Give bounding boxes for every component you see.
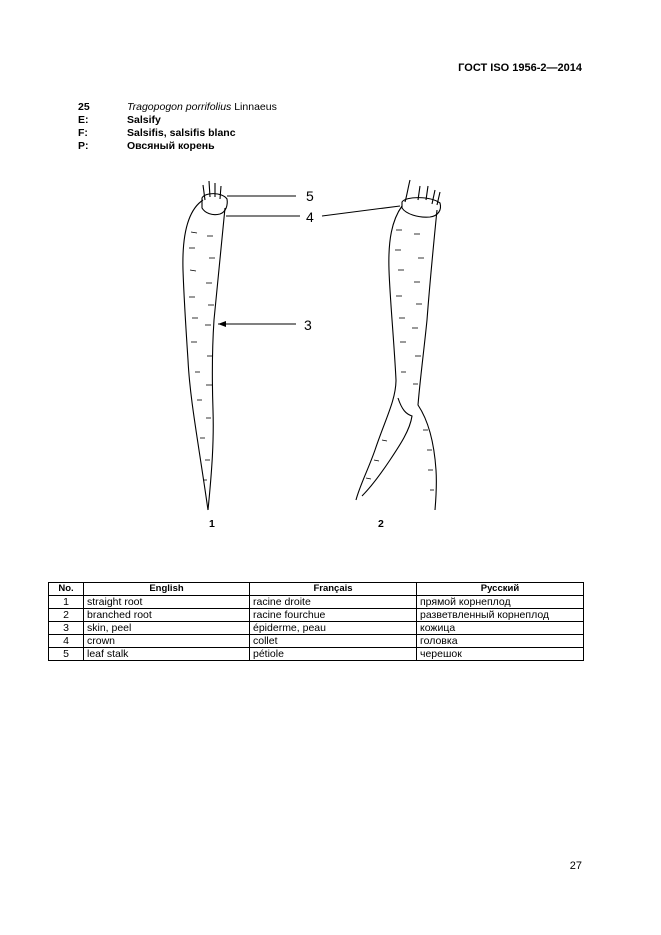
cell-no: 3 [49,622,84,635]
table-row [49,596,584,609]
branched-root-drawing [322,180,441,510]
cell-english: straight root [84,596,250,609]
english-name-row [78,114,277,127]
french-name-row [78,127,277,140]
latin-name: Tragopogon porrifolius [127,101,232,113]
species-name-row [78,101,277,114]
header-russian: Русский [417,583,584,596]
salsify-root-illustration [0,160,661,540]
lang-key-f: F: [78,127,88,139]
terms-table [48,582,584,661]
cell-russian: головка [417,635,584,648]
header-english: English [84,583,250,596]
cell-russian: разветвленный корнеплод [417,609,584,622]
cell-french: pétiole [250,648,417,661]
callout-4: 4 [306,209,314,225]
table-header-row [49,583,584,596]
cell-no: 4 [49,635,84,648]
cell-french: épiderme, peau [250,622,417,635]
callout-5: 5 [306,188,314,204]
table-row [49,622,584,635]
straight-root-drawing [183,181,314,510]
cell-french: collet [250,635,417,648]
species-entry [78,101,277,153]
russian-name: Овсяный корень [127,140,215,152]
cell-french: racine droite [250,596,417,609]
author-name: Linnaeus [231,101,277,113]
cell-french: racine fourchue [250,609,417,622]
french-name: Salsifis, salsifis blanc [127,127,236,139]
english-name: Salsify [127,114,161,126]
cell-english: leaf stalk [84,648,250,661]
figure-label-2: 2 [378,518,384,530]
lang-key-e: E: [78,114,89,126]
cell-english: crown [84,635,250,648]
document-header: ГОСТ ISO 1956-2—2014 [458,62,582,74]
cell-english: skin, peel [84,622,250,635]
lang-key-p: P: [78,140,89,152]
entry-number: 25 [78,101,90,113]
cell-no: 5 [49,648,84,661]
header-no: No. [49,583,84,596]
table-row [49,635,584,648]
cell-russian: черешок [417,648,584,661]
table-row [49,648,584,661]
figure-label-1: 1 [209,518,215,530]
russian-name-row [78,140,277,153]
cell-russian: прямой корнеплод [417,596,584,609]
cell-no: 2 [49,609,84,622]
page-number: 27 [569,860,582,872]
cell-no: 1 [49,596,84,609]
cell-russian: кожица [417,622,584,635]
table-row [49,609,584,622]
header-french: Français [250,583,417,596]
callout-3: 3 [304,317,312,333]
cell-english: branched root [84,609,250,622]
